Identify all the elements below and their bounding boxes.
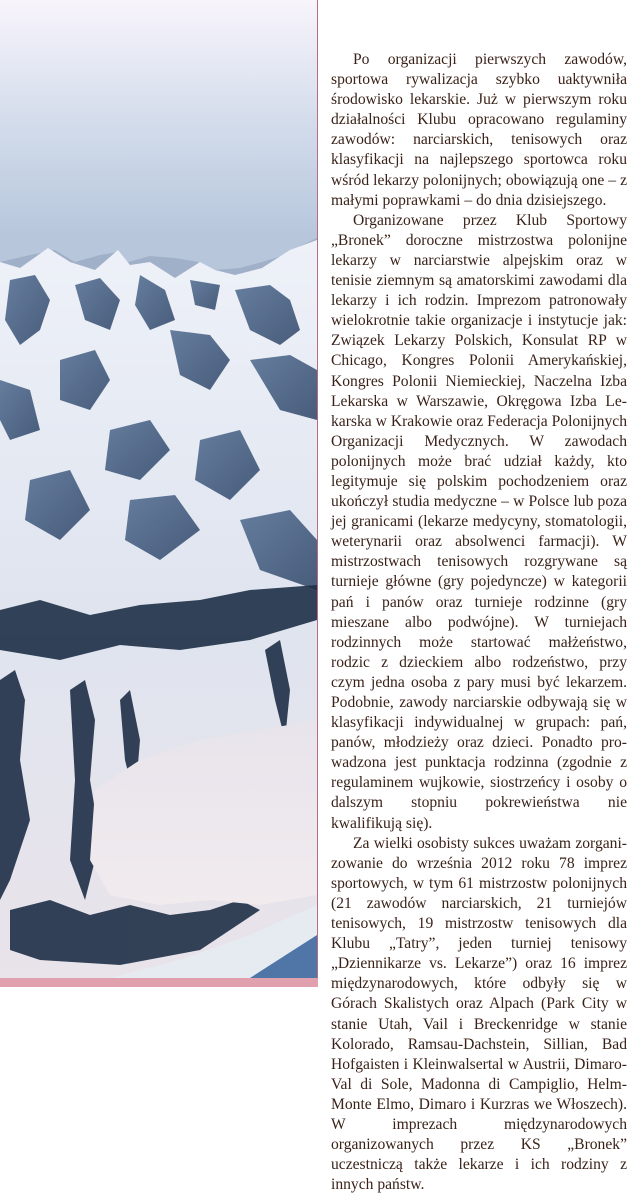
- article-paragraph: Za wielki osobisty sukces uważam zorganizowanie do września 2012 roku 78 imprez sportowych, w tym 61 mistrzostw polonijnych (21 zawodów narciarskich, 21 turniejów tenisowych, 19 mistrzostw tenisowych dla Klubu „Tatry”, jeden turniej tenisowy „Dziennikarze vs. Lekarze”) oraz 16 imprez międzynarodowych, które odbyły się w Górach Skalistych oraz Alpach (Park City w stanie Utah, Vail i Breckenridge w stanie Kolorado, Ramsau-Dachstein, Sillian, Bad Hofgaisten i Kleinwalsertal w Austrii, Dimaro-Val di Sole, Madonna di Campiglio, Helm-Monte Elmo, Dimaro i Kurzras we Włoszech). W imprezach międzynarodowych organizowanych przez KS „Bronek” uczestniczą także lekarze i ich rodziny z innych państw.: [331, 834, 627, 1194]
- article-paragraph: Organizowane przez Klub Sportowy „Bronek” doroczne mistrzostwa polonijne lekarzy w narciarstwie alpejskim oraz w tenisie ziemnym są amatorskimi zawodami dla lekarzy i ich rodzin. Imprezom patronowały wielokrotnie takie organizacje i instytucje jak: Związek Lekarzy Polskich, Konsulat RP w Chicago, Kongres Polonii Amerykańskiej, Kongres Polonii Niemieckiej, Naczelna Izba Lekarska w Warszawie, Okręgowa Izba Lekarska w Krakowie oraz Federacja Polonijnych Organizacji Medycznych. W zawodach polonijnych może brać udział każdy, kto legitymuje się polskim pochodzeniem oraz ukończył studia medyczne – w Polsce lub poza jej granicami (lekarze medycyny, stomatologii, weterynarii oraz absolwenci farmacji). W mistrzostwach tenisowych rozgrywane są turnieje główne (gry pojedyncze) w kategorii pań i panów oraz turnieje rodzinne (gry mieszane albo podwójne). W turniejach rodzinnych może startować małżeństwo, rodzic z dzieckiem albo rodzeństwo, przy czym jedna osoba z pary musi być lekarzem. Podobnie, zawody narciarskie odbywają się w klasyfikacji indywidualnej w grupach: pań, panów, młodzieży oraz dzieci. Ponadto prowadzona jest punktacja rodzinna (zgodnie z regulaminem wujkowie, siostrzeńcy i osoby o dalszym stopniu pokrewieństwa nie kwalifikują się).: [331, 211, 627, 832]
- article-text-column: [331, 50, 627, 1195]
- mountain-illustration: [0, 0, 317, 978]
- mountain-photo: [0, 0, 318, 978]
- article-paragraph: Po organizacji pierwszych zawodów, sportowa rywalizacja szybko uaktywniła środowisko lekarskie. Już w pierwszym roku działalności Klubu opracowano regulaminy zawodów: narciarskich, tenisowych oraz klasyfikacji na najlepszego sportowca roku wśród lekarzy polonijnych; obowiązują one – z małymi poprawkami – do dnia dzisiejszego.: [331, 51, 627, 209]
- photo-frame-border: [0, 978, 318, 987]
